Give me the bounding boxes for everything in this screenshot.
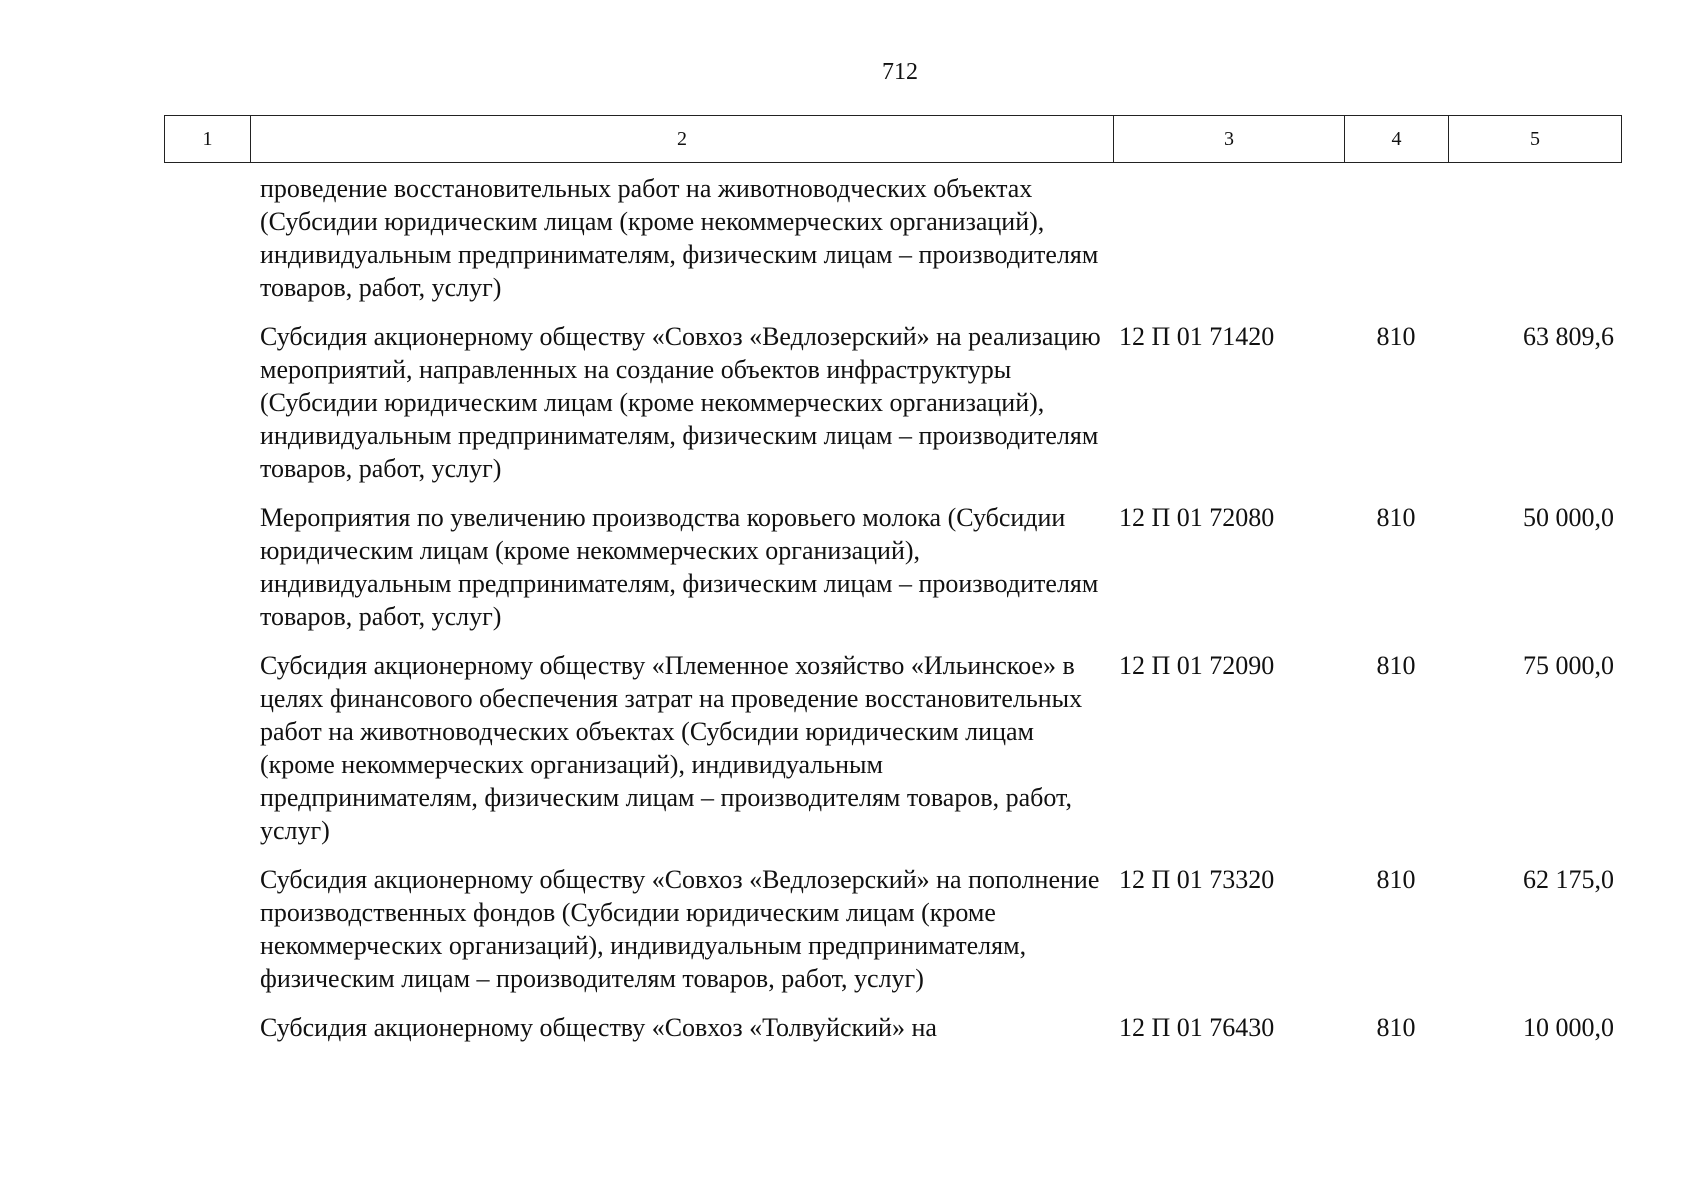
page-number: 712 — [882, 59, 918, 85]
row-blank-col — [164, 649, 260, 847]
table-row — [164, 172, 1622, 304]
row-amount: 10 000,0 — [1523, 1013, 1614, 1042]
row-description: Субсидия акционерному обществу «Совхоз «Ведлозерский» на пополнение производственных фондов (Субсидии юридическим лицам (кроме некоммерческих организаций), индивидуальным предпринимателям, физическим лицам – производителям товаров, работ, услуг) — [260, 865, 1100, 993]
row-code — [1113, 172, 1344, 304]
row-amount: 62 175,0 — [1523, 865, 1614, 894]
row-blank-col — [164, 172, 260, 304]
row-blank-col — [164, 320, 260, 485]
table-row — [164, 863, 1622, 995]
row-blank-col — [164, 1011, 260, 1044]
row-code: 12 П 01 76430 — [1119, 1013, 1275, 1042]
row-type: 810 — [1376, 322, 1416, 351]
row-blank-col — [164, 863, 260, 995]
row-type: 810 — [1376, 865, 1416, 894]
row-type: 810 — [1376, 651, 1416, 680]
row-description: Субсидия акционерному обществу «Племенное хозяйство «Ильинское» в целях финансового обеспечения затрат на проведение восстановительных работ на животноводческих объектах (Субсидии юридическим лицам (кроме некоммерческих организаций), индивидуальным предпринимателям, физическим лицам – производителям товаров, работ, услуг) — [260, 651, 1083, 845]
row-code: 12 П 01 73320 — [1119, 865, 1275, 894]
header-col-3: 3 — [1114, 116, 1345, 162]
row-type: 810 — [1376, 503, 1416, 532]
table-body — [164, 172, 1622, 1060]
row-type — [1344, 172, 1448, 304]
row-code: 12 П 01 72080 — [1119, 503, 1275, 532]
header-col-4: 4 — [1345, 116, 1449, 162]
row-code: 12 П 01 71420 — [1119, 322, 1275, 351]
row-code: 12 П 01 72090 — [1119, 651, 1275, 680]
table-row — [164, 501, 1622, 633]
table-row — [164, 1011, 1622, 1044]
row-amount: 50 000,0 — [1523, 503, 1614, 532]
row-amount — [1448, 172, 1622, 304]
table-row — [164, 320, 1622, 485]
row-type: 810 — [1376, 1013, 1416, 1042]
row-description: Субсидия акционерному обществу «Совхоз «Ведлозерский» на реализацию мероприятий, направленных на создание объектов инфраструктуры (Субсидии юридическим лицам (кроме некоммерческих организаций), индивидуальным предпринимателям, физическим лицам – производителям товаров, работ, услуг) — [260, 322, 1101, 483]
header-col-1: 1 — [165, 116, 251, 162]
header-col-5: 5 — [1530, 128, 1540, 150]
row-description: Субсидия акционерному обществу «Совхоз «Толвуйский» на — [260, 1013, 937, 1042]
row-description: Мероприятия по увеличению производства коровьего молока (Субсидии юридическим лицам (кроме некоммерческих организаций), индивидуальным предпринимателям, физическим лицам – производителям товаров, работ, услуг) — [260, 503, 1099, 631]
table-row — [164, 649, 1622, 847]
row-amount: 75 000,0 — [1523, 651, 1614, 680]
row-blank-col — [164, 501, 260, 633]
row-amount: 63 809,6 — [1523, 322, 1614, 351]
table-header — [164, 115, 1622, 163]
row-description: проведение восстановительных работ на животноводческих объектах (Субсидии юридическим лицам (кроме некоммерческих организаций), индивидуальным предпринимателям, физическим лицам – производителям товаров, работ, услуг) — [260, 174, 1099, 302]
header-col-2: 2 — [251, 116, 1114, 162]
